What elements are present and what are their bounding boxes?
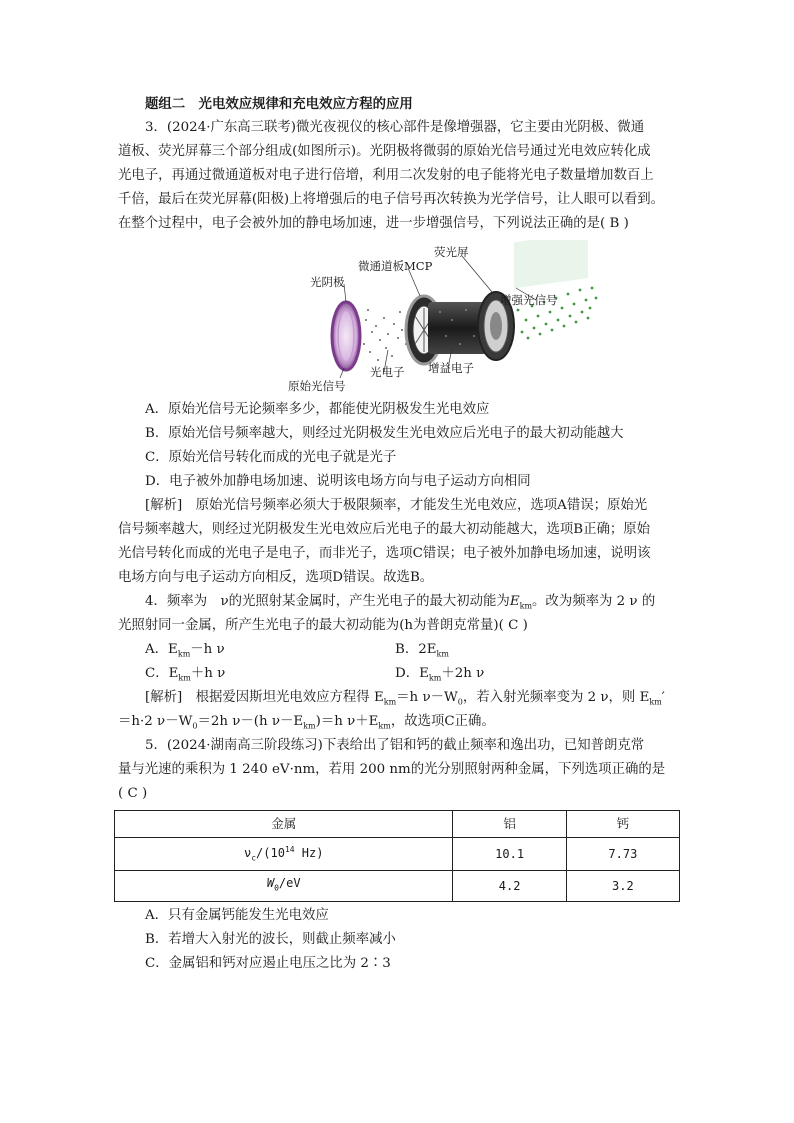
- table-row: [115, 871, 680, 901]
- q5-line-1: 5．(2024·湖南高三阶段练习)下表给出了铝和钙的截止频率和逸出功，已知普朗克常: [145, 738, 645, 753]
- table-row1-aluminum: 10.1: [453, 838, 566, 871]
- q4-line-2: 光照射同一金属，所产生光电子的最大初动能为(h为普朗克常量)( C ): [118, 618, 528, 633]
- q5-line-2: 量与光速的乘积为 1 240 eV·nm，若用 200 nm的光分别照射两种金属，下列选项正确的是: [118, 762, 666, 777]
- q4-option-d: D．$E_{km}+2h$ ν: [395, 666, 485, 683]
- q4-options-cd: [118, 662, 680, 686]
- q3-line-1: 3．(2024·广东高三联考)微光夜视仪的核心部件是像增强器，它主要由光阴极、微通: [145, 120, 645, 135]
- q5-option-c: C．金属铝和钙对应遏止电压之比为 2∶3: [145, 955, 391, 971]
- label-original-signal: 原始光信号: [288, 379, 346, 393]
- table-header-metal: 金属: [115, 811, 453, 838]
- q4-options-ab: [118, 638, 680, 662]
- q3-option-b: B．原始光信号频率越大，则经过光阴极发生光电效应后光电子的最大初动能越大: [145, 426, 624, 441]
- q4-option-c: C．$E_{km}+h$ ν: [145, 666, 226, 683]
- table-header-calcium: 钙: [566, 811, 679, 838]
- photoelectron-dots: [363, 309, 409, 361]
- label-photoelectron: 光电子: [370, 365, 405, 379]
- table-row: [115, 838, 680, 871]
- question-3: [118, 116, 680, 590]
- q3-analysis-1: [解析] 原始光信号频率必须大于极限频率，才能发生光电效应，选项A错误；原始光: [145, 498, 648, 513]
- table-row1-label: $\nu_c/(10^{14}$ Hz): [115, 838, 453, 871]
- label-mcp: 微通道板MCP: [358, 259, 433, 273]
- q4-analysis-1: [解析] 根据爱因斯坦光电效应方程得 $E_{km}=h$ $\nu-W_0$，若入射光频率变为 2 ν，则 $E_{km}'$: [145, 690, 665, 707]
- label-screen: 荧光屏: [434, 245, 469, 259]
- q3-line-4: 千倍，最后在荧光屏幕(阳极)上将增强后的电子信号再次转换为光学信号，让人眼可以看到。: [118, 192, 665, 207]
- image-intensifier-figure: [118, 240, 680, 393]
- q5-option-a: A．只有金属钙能发生光电效应: [145, 907, 329, 923]
- q3-analysis-2: 信号频率越大，则经过光阴极发生光电效应后光电子的最大初动能越大，选项B正确；原始: [118, 522, 651, 537]
- table-row2-calcium: 3.2: [566, 871, 679, 901]
- q5-line-3: ( C ): [118, 786, 148, 801]
- table-row1-calcium: 7.73: [566, 838, 679, 871]
- section-title: 题组二 光电效应规律和充电效应方程的应用: [145, 96, 413, 112]
- metal-table: [114, 810, 680, 902]
- q3-analysis-4: 电场方向与电子运动方向相反，选项D错误。故选B。: [118, 570, 434, 585]
- photocathode-disc: [332, 302, 360, 370]
- q5-option-b: B．若增大入射光的波长，则截止频率减小: [145, 931, 396, 947]
- label-enhanced-signal: 增强光信号: [500, 293, 558, 307]
- q3-line-5: 在整个过程中，电子会被外加的静电场加速，进一步增强信号，下列说法正确的是( B ): [118, 216, 629, 231]
- q4-line-1: 4．频率为 ν的光照射某金属时，产生光电子的最大初动能为$E_{km}$。改为频率为 2 ν 的: [145, 594, 656, 611]
- q3-option-c: C．原始光信号转化而成的光电子就是光子: [145, 450, 397, 465]
- table-row2-label: $W_0/eV$: [115, 871, 453, 901]
- question-5: [118, 734, 680, 976]
- table-row2-aluminum: 4.2: [453, 871, 566, 901]
- q4-option-a: A．$E_{km}-h$ ν: [145, 642, 225, 659]
- label-gain-electron: 增益电子: [428, 361, 474, 375]
- q3-line-3: 光电子，再通过微通道板对电子进行倍增，利用二次发射的电子能将光电子数量增加数百上: [118, 168, 654, 183]
- q4-analysis-2: ＝h·2 $\nu-W_0=2h$ ν－(h $\nu-E_{km})=h$ $\nu+E_{km}$，故选项C正确。: [118, 714, 495, 731]
- question-4: [118, 590, 680, 734]
- label-photocathode: 光阴极: [310, 275, 345, 289]
- table-header-row: [115, 811, 680, 838]
- table-header-aluminum: 铝: [453, 811, 566, 838]
- document-body: [118, 92, 680, 976]
- q3-option-d: D．电子被外加静电场加速、说明该电场方向与电子运动方向相同: [145, 474, 531, 489]
- q4-option-b: B．$2E_{km}$: [395, 642, 449, 659]
- q3-analysis-3: 光信号转化而成的光电子是电子，而非光子，选项C错误；电子被外加静电场加速，说明该: [118, 546, 651, 561]
- q3-option-a: A．原始光信号无论频率多少，都能使光阴极发生光电效应: [145, 402, 490, 417]
- q3-line-2: 道板、荧光屏幕三个部分组成(如图所示)。光阴极将微弱的原始光信号通过光电效应转化成: [118, 144, 651, 159]
